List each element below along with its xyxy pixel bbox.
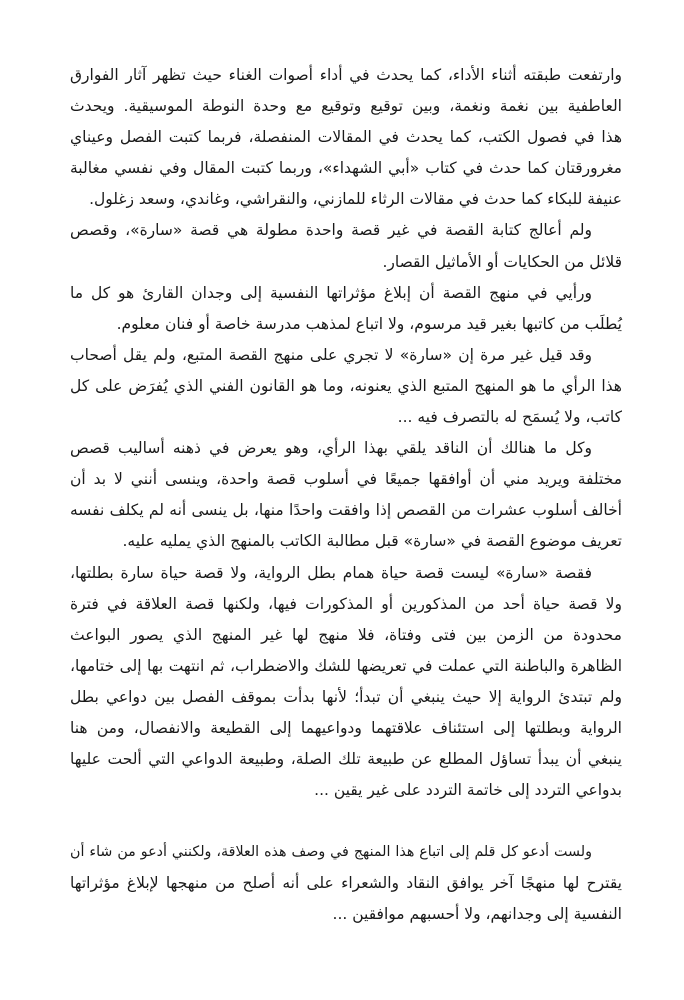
paragraph xyxy=(70,837,622,930)
text-line: ينبغي أن يبدأ تساؤل المطلع عن طبيعة تلك الصلة، وطبيعة الدواعي التي ألحت عليها xyxy=(70,750,622,769)
text-line: يُطلَب من كاتبها بغير قيد مرسوم، ولا اتباع لمذهب مدرسة خاصة أو فنان معلوم. xyxy=(116,314,622,333)
text-line: ورأيي في منهج القصة أن إبلاغ مؤثراتها النفسية إلى وجدان القارئ هو كل ما xyxy=(70,283,592,302)
text-line: النفسية إلى وجدانهم، ولا أحسبهم موافقين ... xyxy=(332,905,622,924)
paragraph xyxy=(70,433,622,557)
text-line: ولم تبتدئ الرواية إلا حيث ينبغي أن تبدأ؛ لأنها بدأت بموقف الفصل بين دواعي بطل xyxy=(70,687,622,706)
text-line: ولم أعالج كتابة القصة في غير قصة واحدة مطولة هي قصة «سارة»، وقصص xyxy=(70,221,592,240)
paragraph xyxy=(70,278,622,340)
text-line: الظاهرة والباطنة التي عملت في تعريضها للشك والاضطراب، ثم انتهت بها إلى ختامها، xyxy=(70,656,622,675)
text-line: فقصة «سارة» ليست قصة حياة همام بطل الرواية، ولا قصة حياة سارة بطلتها، xyxy=(70,563,592,582)
text-line: وقد قيل غير مرة إن «سارة» لا تجري على منهج القصة المتبع، ولم يقل أصحاب xyxy=(70,345,592,364)
text-line: وارتفعت طبقته أثناء الأداء، كما يحدث في أداء أصوات الغناء حيث تظهر آثار الفوارق xyxy=(70,66,622,84)
paragraph xyxy=(70,60,622,215)
text-line: عنيفة للبكاء كما حدث في مقالات الرثاء للمازني، والنقراشي، وغاندي، وسعد زغلول. xyxy=(89,190,622,209)
text-line: الرواية وبطلتها إلى استئناف علاقتهما ودواعيهما إلى القطيعة والانفصال، ومن هنا xyxy=(70,718,622,737)
text-line: العاطفية بين نغمة ونغمة، وبين توقيع وتوقيع مع وحدة النوطة الموسيقية. ويحدث xyxy=(70,97,622,116)
paragraph xyxy=(70,340,622,433)
text-line: قلائل من الحكايات أو الأماثيل القصار. xyxy=(382,252,622,271)
document-page xyxy=(70,60,622,931)
text-line: مغرورقتان كما حدث في كتاب «أبي الشهداء»، وربما كتبت المقال وفي نفسي مغالبة xyxy=(70,159,622,178)
text-line: ولا قصة حياة أحد من المذكورين أو المذكورات فيها، ولكنها قصة العلاقة في فترة xyxy=(70,594,622,613)
paragraph xyxy=(70,215,622,277)
text-line: بدواعي التردد إلى خاتمة التردد على غير يقين ... xyxy=(314,781,622,800)
text-line: مختلفة ويريد مني أن أوافقها جميعًا في أسلوب قصة واحدة، وينسى أنني لا بد أن xyxy=(70,470,622,489)
text-line: هذا في فصول الكتب، كما يحدث في المقالات المنفصلة، فربما كتبت الفصل وعيناي xyxy=(70,128,622,147)
text-line: محدودة من الزمن بين فتى وفتاة، فلا منهج لها غير المنهج الذي يصور البواعث xyxy=(70,625,622,644)
text-line: هذا الرأي ما هو المنهج المتبع الذي يعنونه، وما هو القانون الفني الذي يُفرَض على كل xyxy=(70,376,622,395)
paragraph-gap xyxy=(70,806,622,837)
paragraph xyxy=(70,558,622,807)
text-line: أخالف أسلوب عشرات من القصص إذا وافقت واحدًا منها، بل ينسى أنه لم يكلف نفسه xyxy=(70,501,622,520)
text-line: تعريف موضوع القصة في «سارة» قبل مطالبة الكاتب بالمنهج الذي يمليه عليه. xyxy=(122,532,622,551)
text-line: يقترح لها منهجًا آخر يوافق النقاد والشعراء على أنه أصلح من منهجها لإبلاغ مؤثراتها xyxy=(70,874,622,893)
text-line: ولست أدعو كل قلم إلى اتباع هذا المنهج في وصف هذه العلاقة، ولكنني أدعو من شاء أن xyxy=(70,844,592,861)
text-line: كاتب، ولا يُسمَح له بالتصرف فيه ... xyxy=(397,408,622,427)
text-line: وكل ما هنالك أن الناقد يلقي بهذا الرأي، وهو يعرض في ذهنه أساليب قصص xyxy=(70,439,592,458)
